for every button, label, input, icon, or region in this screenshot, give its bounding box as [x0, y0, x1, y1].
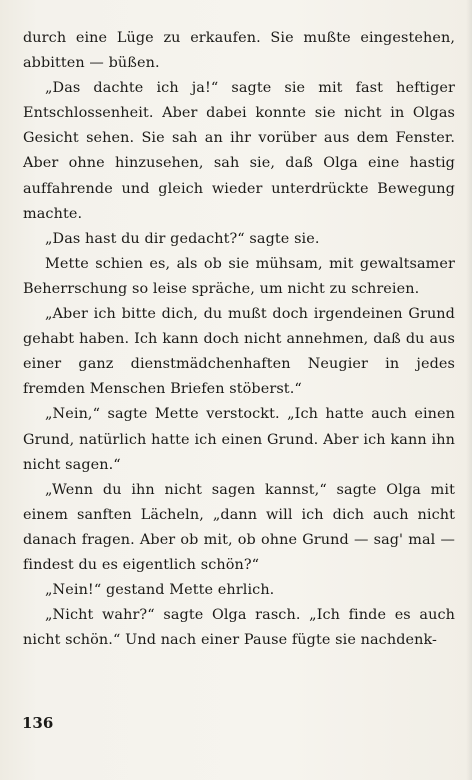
paragraph: „Nein!“ gestand Mette ehrlich. [45, 582, 275, 599]
paragraph: „Das dachte ich ja!“ sagte sie mit fast heftiger Entschlossenheit. Aber dabei konnte sie nicht in Olgas Gesicht sehen. Sie sah an ihr vorüber aus dem Fenster. Aber ohne hinzusehen, sah sie, daß Olga eine hastig auffahrende und gleich wieder unterdrückte Bewegung machte. [23, 80, 455, 222]
body-text [23, 26, 455, 653]
paragraph: „Aber ich bitte dich, du mußt doch irgendeinen Grund gehabt haben. Ich kann doch nicht annehmen, daß du aus einer ganz dienstmädchenhaften Neugier in jedes fremden Menschen Briefen stöberst.“ [23, 306, 455, 398]
page-number: 136 [22, 714, 54, 732]
paragraph: Mette schien es, als ob sie mühsam, mit gewaltsamer Beherrschung so leise spräche, um nicht zu schreien. [23, 255, 455, 297]
paragraph: durch eine Lüge zu erkaufen. Sie mußte eingestehen, abbitten — büßen. [23, 30, 455, 72]
scan-edge-shadow [466, 0, 472, 780]
paragraph: „Das hast du dir gedacht?“ sagte sie. [45, 230, 320, 247]
paragraph: „Nicht wahr?“ sagte Olga rasch. „Ich finde es auch nicht schön.“ Und nach einer Pause fügte sie nachdenk- [23, 607, 455, 649]
paragraph: „Wenn du ihn nicht sagen kannst,“ sagte Olga mit einem sanften Lächeln, „dann will ich dich auch nicht danach fragen. Aber ob mit, ob ohne Grund — sag' mal — findest du es eigentlich schön?“ [23, 481, 455, 573]
paragraph: „Nein,“ sagte Mette verstockt. „Ich hatte auch einen Grund, natürlich hatte ich einen Grund. Aber ich kann ihn nicht sagen.“ [23, 406, 455, 473]
